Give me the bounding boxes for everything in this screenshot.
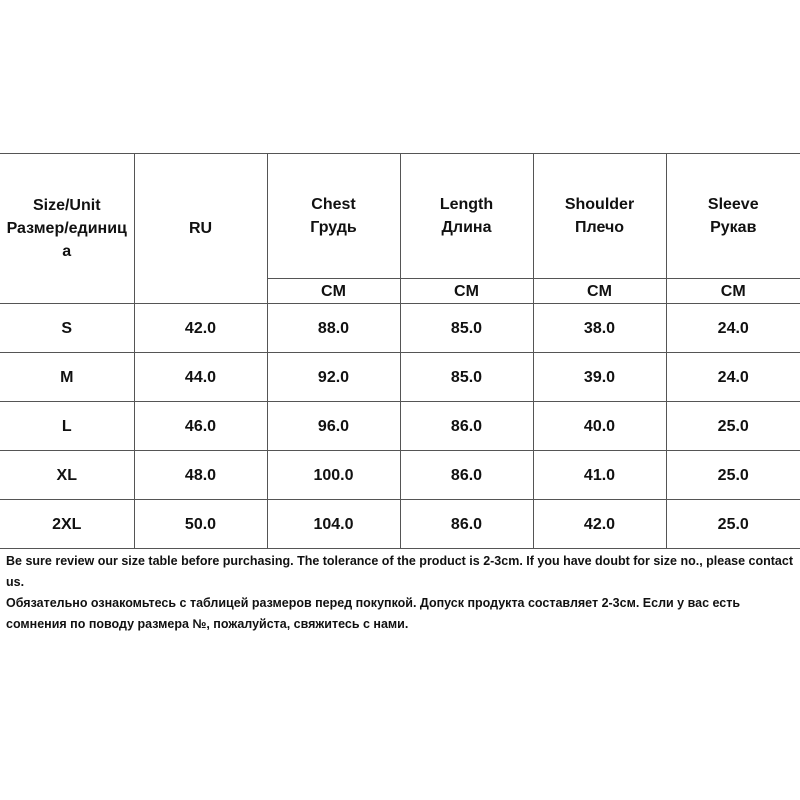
cell-ru: 48.0 [134, 451, 267, 500]
header-length [400, 154, 533, 279]
cell-length: 86.0 [400, 451, 533, 500]
cell-shoulder: 42.0 [533, 500, 666, 549]
cell-ru: 50.0 [134, 500, 267, 549]
cell-size: L [0, 402, 134, 451]
cell-size: 2XL [0, 500, 134, 549]
cell-length: 86.0 [400, 402, 533, 451]
size-notes [6, 551, 798, 635]
header-size-unit-ru-wrap: а [62, 243, 72, 260]
header-length-ru: Длина [441, 219, 492, 236]
unit-length: CM [400, 279, 533, 304]
cell-sleeve: 25.0 [666, 451, 800, 500]
header-sleeve-ru: Рукав [710, 219, 757, 236]
cell-chest: 100.0 [267, 451, 400, 500]
header-size-unit-en: Size/Unit [32, 197, 101, 214]
cell-shoulder: 39.0 [533, 353, 666, 402]
header-length-en: Length [439, 196, 494, 213]
table-row [0, 451, 800, 500]
cell-sleeve: 25.0 [666, 500, 800, 549]
cell-size: XL [0, 451, 134, 500]
table-row [0, 402, 800, 451]
cell-chest: 88.0 [267, 304, 400, 353]
unit-sleeve: CM [666, 279, 800, 304]
cell-length: 86.0 [400, 500, 533, 549]
cell-ru: 46.0 [134, 402, 267, 451]
cell-ru: 44.0 [134, 353, 267, 402]
cell-sleeve: 25.0 [666, 402, 800, 451]
cell-chest: 92.0 [267, 353, 400, 402]
cell-ru: 42.0 [134, 304, 267, 353]
cell-chest: 104.0 [267, 500, 400, 549]
header-chest [267, 154, 400, 279]
cell-size: M [0, 353, 134, 402]
unit-shoulder: CM [533, 279, 666, 304]
header-size-unit [0, 154, 134, 304]
header-sleeve [666, 154, 800, 279]
cell-sleeve: 24.0 [666, 304, 800, 353]
cell-size: S [0, 304, 134, 353]
cell-sleeve: 24.0 [666, 353, 800, 402]
table-header-row [0, 154, 800, 279]
cell-chest: 96.0 [267, 402, 400, 451]
cell-shoulder: 40.0 [533, 402, 666, 451]
table-row [0, 500, 800, 549]
unit-chest: CM [267, 279, 400, 304]
note-russian: Обязательно ознакомьтесь с таблицей размеров перед покупкой. Допуск продукта составляет 2-3см. Если у вас есть сомнения по поводу размера №, пожалуйста, свяжитесь с нами. [6, 596, 741, 631]
header-shoulder-ru: Плечо [574, 219, 624, 236]
note-english: Be sure review our size table before purchasing. The tolerance of the product is 2-3cm. If you have doubt for size no., please contact us. [6, 554, 793, 589]
header-sleeve-en: Sleeve [707, 196, 759, 213]
cell-shoulder: 38.0 [533, 304, 666, 353]
header-chest-ru: Грудь [310, 219, 357, 236]
header-chest-en: Chest [311, 196, 356, 213]
table-row [0, 353, 800, 402]
header-shoulder [533, 154, 666, 279]
header-ru: RU [134, 154, 267, 304]
cell-length: 85.0 [400, 304, 533, 353]
table-row [0, 304, 800, 353]
cell-length: 85.0 [400, 353, 533, 402]
cell-shoulder: 41.0 [533, 451, 666, 500]
header-shoulder-en: Shoulder [564, 196, 635, 213]
size-chart-table [0, 153, 800, 549]
header-size-unit-ru: Размер/единиц [6, 220, 127, 237]
